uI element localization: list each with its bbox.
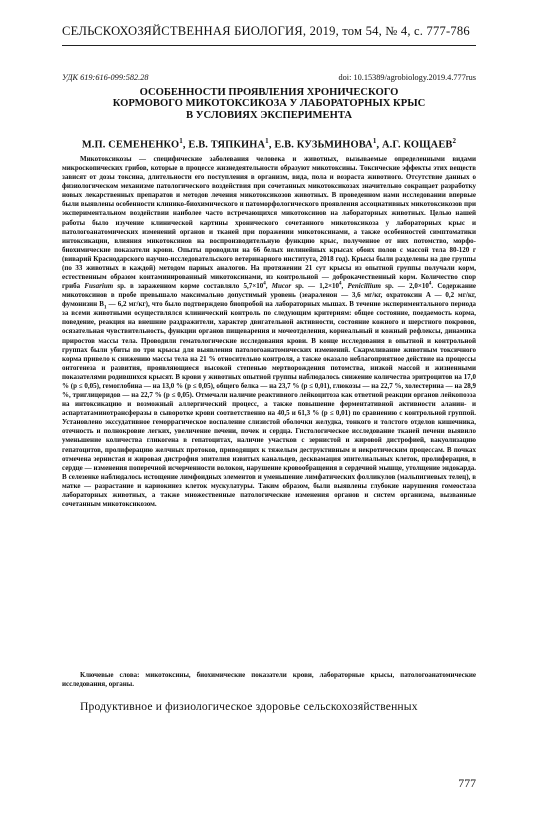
- abstract-text: sp. в зараженном корме составляло 5,7×10: [113, 282, 264, 291]
- page-number: 777: [458, 776, 476, 790]
- affiliation-mark: 2: [452, 137, 457, 145]
- running-head: СЕЛЬСКОХОЗЯЙСТВЕННАЯ БИОЛОГИЯ, 2019, том 54, № 4, с. 777-786: [62, 24, 470, 38]
- abstract-text: Микотоксикозы — специфические заболевания человека и животных, вызываемые определенными видами микроскопических грибов, которые в процессе жизнедеятельности образуют микотоксины. Токсические эффекты этих веществ зависят от дозы токсина, длительности его поступления в организм, вида, пола и возраста животного. Отсутствие данных о физиологическом механизме патологического воздействия при сочетанных микотоксикозах значительно сокращает разработку новых лекарственных препаратов и методов лечения микотоксикозов животных. В проведенном нами исследовании впервые были выявлены особенности клинико-биохимического и патоморфологического проявления ассоциативных микотоксикозов при экспериментальном воздействии наиболее часто встречающихся микотоксинов на лабораторных животных. Целью нашей работы было изучение клинической картины хронического сочетанного микотоксикоза у лабораторных крыс и патологоанатомических изменений органов и тканей при поражении микотоксинами, а также особенностей симптоматики интоксикации, влияния микотоксинов на воспроизводительную функцию крыс, полученное от них потомство, морфо-биохимические показатели крови. Опыты проводили на 66 белых нелинейных крысах обоих полов с массой тела 80-120 г (виварий Краснодарского научно-исследовательского ветеринарного института, 2018 год). Крысы были разделены на две группы (по 33 животных в каждой) методом парных аналогов. На протяжении 21 сут крысы из опытной группы получали корм, естественным образом контаминированный микотоксинами, из контрольной — доброкачественный корм. Количество спор гриба: [62, 155, 476, 291]
- affiliation-mark: 1: [179, 137, 183, 145]
- author-name: Е.В. ТЯПКИНА: [188, 139, 266, 151]
- abstract-text: sp. — 1,2×10: [291, 282, 340, 291]
- title-line: ОСОБЕННОСТИ ПРОЯВЛЕНИЯ ХРОНИЧЕСКОГО: [139, 87, 399, 98]
- exponent: 4: [428, 281, 432, 287]
- doi-link[interactable]: doi: 10.15389/agrobiology.2019.4.777rus: [338, 73, 476, 82]
- article-title: [62, 87, 476, 121]
- subscript: 1: [103, 305, 107, 311]
- affiliation-mark: 1: [265, 137, 269, 145]
- abstract-text: — 6,2 мг/кг), что было подтверждено биопробой на лабораторных мышах. В течение экспериментального периода за всеми животными осуществлялся клинический контроль по следующим критериям: общее состояние, поедаемость корма, поведение, реакция на внешние раздражители, характер двигательной активности, состояние кожного и шерстного покровов, осязательная чувствительность, функции органов пищеварения и мочеотделения, корнеальный и кожный рефлексы, динамика приростов массы тела. Проводили гематологические исследования крови. В конце исследования в опытной и контрольной группах были убиты по три крысы для выявления патологоанатомических изменений. Скармливание животным токсичного корма привело к снижению массы тела на 21 % относительно контроля, а также оказало неблагоприятное действие на процессы онтогенеза и развития, проявляющиеся высокой степенью мертворождения потомства, низкой массой и жизненными показателями родившихся крысят. В крови у животных опытной группы наблюдалось снижение количества эритроцитов на 17,0 % (p ≤ 0,05), гемоглобина — на 13,0 % (p ≤ 0,05), общего белка — на 23,7 % (p ≤ 0,01), глюкозы — на 22,7 %, холестерина — на 28,9 %, триглицеридов — на 22,7 % (p ≤ 0,05). Отмечали наличие реактивного лейкоцитоза как ответной реакции органов лейкопоэза на интоксикацию и возможный аллергический процесс, а также повышение ферментативной активности аланин- и аспартатаминотрансферазы в сыворотке крови соответственно на 40,5 и 61,3 % (p ≤ 0,01) по сравнению с контрольной группой. Установлено экссудативное геморрагическое воспаление слизистой оболочки желудка, тонкого и толстого отделов кишечника, отечность и полнокровие легких, увеличение печени, почек и сердца. Гистологическое исследование тканей печени выявило уменьшение количества гликогена в гепатоцитах, наличие участков с зернистой и жировой дистрофией, вакуолизацию гепатоцитов, пролиферацию желчных протоков, приводящих к тяжелым деструктивным и некротическим процессам. В почках отмечена зернистая и жировая дистрофия эпителия извитых канальцев, десквамация эпителиальных клеток, пролиферация, в сердце — изменения поперечной исчерченности волокон, нарушение кровообращения в сердечной мышце, утолщение эндокарда. В селезенке наблюдалось истощение лимфоидных элементов и уменьшение лимфатических фолликулов (мальпигиевых телец), в матке — разрастание и кариокинез клеток мускулатуры. Таким образом, были выявлены глубокие нарушения гомеостаза лабораторных животных, а также множественные патологические изменения органов и систем организма, вызванные сочетанным микотоксикозом.: [62, 300, 476, 508]
- header-rule: [62, 45, 476, 46]
- abstract-text: ,: [341, 282, 348, 291]
- author-name: Е.В. КУЗЬМИНОВА: [274, 139, 373, 151]
- affiliation-mark: 1: [372, 137, 377, 145]
- author-list: М.П. СЕМЕНЕНКО$^1$, Е.В. ТЯПКИНА$^1$, Е.В. КУЗЬМИНОВА$^1$, А.Г. КОЩАЕВ$^2$: [81, 137, 457, 151]
- abstract-text: sp. — 2,0×10: [380, 282, 429, 291]
- exponent: 4: [339, 281, 342, 287]
- author-name: А.Г. КОЩАЕВ: [381, 139, 453, 151]
- udk-code: УДК 619:616-099:582.28: [62, 73, 149, 82]
- exponent: 4: [263, 281, 266, 287]
- author-name: М.П. СЕМЕНЕНКО: [81, 139, 180, 151]
- genus-name: Penicillium: [347, 282, 381, 291]
- abstract-text: ,: [265, 282, 272, 291]
- abstract-paragraph: [62, 155, 476, 509]
- genus-name: Mucor: [271, 282, 292, 291]
- keywords-paragraph: Ключевые слова: микотоксины, биохимические показатели крови, лабораторные крысы, патологоанатомические исследования, органы.: [62, 671, 476, 689]
- body-text-line: Продуктивное и физиологическое здоровье сельскохозяйственных: [80, 700, 418, 713]
- genus-name: Fusarium: [84, 282, 114, 291]
- title-line: В УСЛОВИЯХ ЭКСПЕРИМЕНТА: [185, 109, 353, 121]
- title-line: КОРМОВОГО МИКОТОКСИКОЗА У ЛАБОРАТОРНЫХ КРЫС: [112, 98, 426, 110]
- abstract-text: . Содержание микотоксинов в пробе превышало максимально допустимый уровень (зеараленон — 3,6 мг/кг, охратоксин А — 0,2 мг/кг, фумонизин В: [62, 282, 476, 309]
